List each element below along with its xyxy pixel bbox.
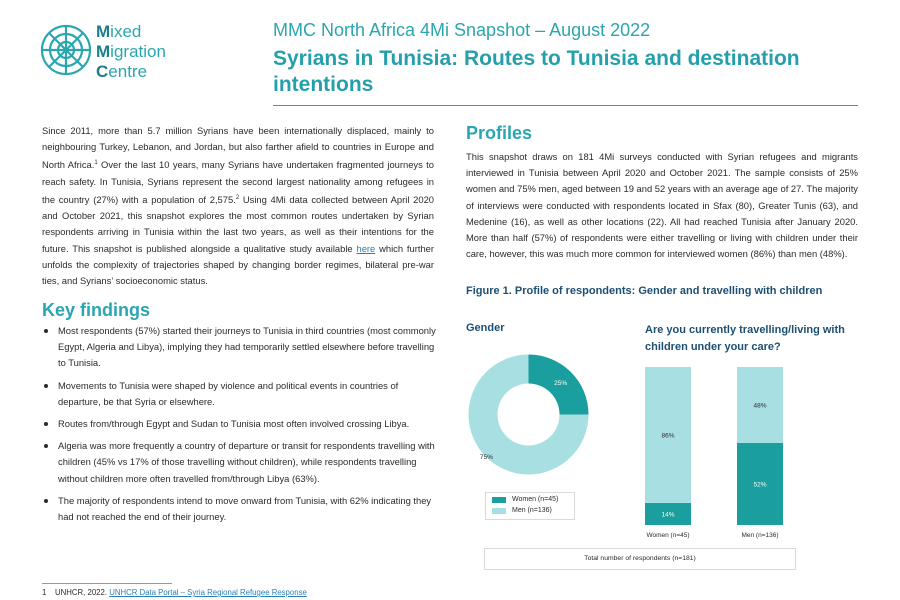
intro-paragraph: Since 2011, more than 5.7 million Syrians have been internationally displaced, mainly to neighbouring Turkey, Lebanon, and Jordan, but also farther afield to countries in Europe and North Africa.$^1$ Over the last 10 years, many Syrians have undertaken fragmented journeys to reach safety. In Tunisia, Syrians represent the second largest nationality among refugees in the country (27%) with a population of 2,575.$^2$ Using 4Mi data collected between April 2020 and October 2021, this snapshot explores the most common routes undertaken by Syrian respondents arriving in Tunisia within the last two years, as well as their intentions for the future. This snapshot is published alongside a qualitative study available here which further unfolds the complexity of trajectories shaped by changing border regimes, bilateral pre-war ties, and Syrians’ socioeconomic status.: [42, 125, 434, 287]
footnote-divider: [42, 583, 172, 584]
children-bar-chart: [630, 360, 830, 540]
footnote: 1 UNHCR, 2022. UNHCR Data Portal – Syria Regional Refugee Response: [42, 588, 307, 597]
report-subtitle: MMC North Africa 4Mi Snapshot – August 2022: [273, 20, 651, 40]
bar-value-label: 48%: [753, 402, 767, 410]
gender-legend: [485, 492, 575, 520]
legend-swatch: [492, 497, 506, 503]
key-findings-heading: Key findings: [42, 300, 151, 320]
gender-donut-chart: [466, 352, 591, 477]
logo-mark-icon: [38, 22, 94, 78]
legend-swatch: [492, 508, 506, 514]
bar-category-label: Men (n=136): [741, 532, 779, 539]
here-link[interactable]: here: [356, 242, 376, 254]
total-respondents: Total number of respondents (n=181): [484, 548, 796, 570]
header-divider: [273, 105, 858, 106]
profiles-heading: Profiles: [466, 123, 533, 143]
bar-value-label: 14%: [661, 511, 675, 519]
donut-slice-label: 75%: [479, 454, 493, 462]
key-findings-list: [42, 323, 436, 531]
children-chart-title: Are you currently travelling/living with children under your care?: [645, 324, 845, 353]
logo: [38, 22, 198, 82]
list-item: Movements to Tunisia were shaped by violence and political events in countries of departure, be that Syria or elsewhere.: [42, 378, 436, 410]
list-item: The majority of respondents intend to move onward from Tunisia, with 62% indicating they had not reached the end of their journey.: [42, 493, 436, 525]
legend-item-men: Men (n=136): [492, 507, 552, 514]
footnote-link[interactable]: UNHCR Data Portal – Syria Regional Refugee Response: [109, 588, 307, 597]
donut-slice-label: 25%: [554, 379, 568, 387]
list-item: Routes from/through Egypt and Sudan to Tunisia most often involved crossing Libya.: [42, 416, 436, 432]
figure-title: Figure 1. Profile of respondents: Gender and travelling with children: [466, 285, 823, 297]
bar-value-label: 52%: [753, 481, 767, 489]
legend-item-women: Women (n=45): [492, 496, 558, 503]
gender-chart-title: Gender: [466, 322, 505, 334]
list-item: Algeria was more frequently a country of departure or transit for respondents travelling with children (45% vs 17% of those travelling without children), while respondents travelling without children more often travelled from/through Libya (63%).: [42, 438, 436, 487]
logo-wordmark: Mixed Migration Centre: [96, 22, 166, 81]
list-item: Most respondents (57%) started their journeys to Tunisia in third countries (most commonly Egypt, Algeria and Libya), implying they had temporarily settled elsewhere before travelling to Tunisia.: [42, 323, 436, 372]
profiles-paragraph: This snapshot draws on 181 4Mi surveys conducted with Syrian refugees and migrants interviewed in Tunisia between April 2020 and October 2021. The sample consists of 25% women and 75% men, aged between 19 and 52 years with an average age of 27. The majority of interviews were conducted with respondents located in Sfax (80), Greater Tunis (63), and Medenine (16), as well as other locations (22). All had reached Tunisia after January 2020. More than half (57%) of respondents were either travelling or living with children under their care, however, this was much more common for interviewed women (86%) than men (48%).: [466, 151, 858, 260]
bar-category-label: Women (n=45): [646, 532, 690, 539]
bar-value-label: 86%: [661, 432, 675, 440]
page-title: Syrians in Tunisia: Routes to Tunisia and destination intentions: [273, 47, 800, 96]
